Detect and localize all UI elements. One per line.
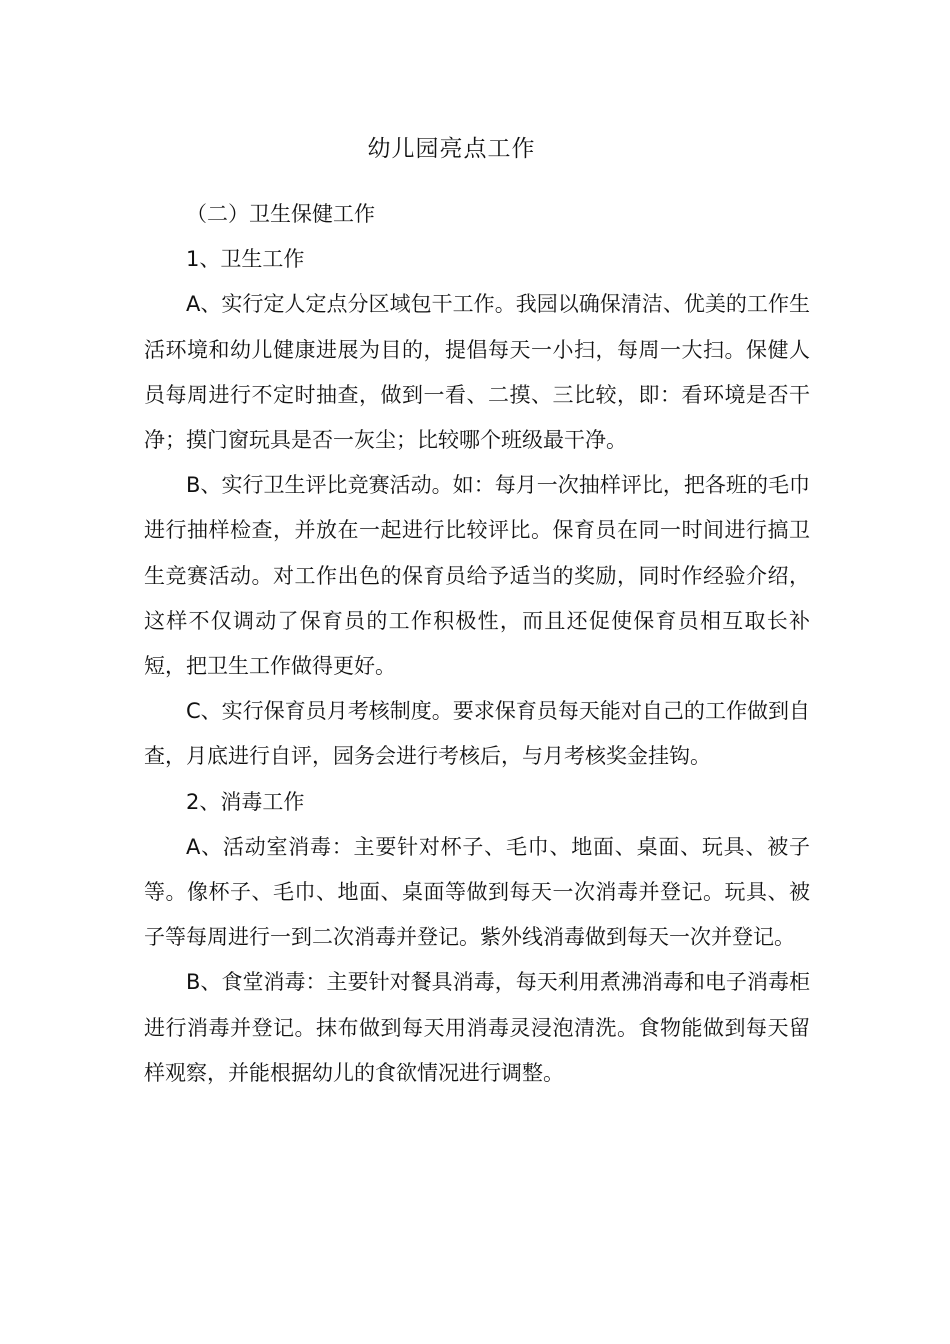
body-paragraph: B、实行卫生评比竞赛活动。如：每月一次抽样评比，把各班的毛巾进行抽样检查，并放在一起进行比较评比。保育员在同一时间进行搞卫生竞赛活动。对工作出色的保育员给予适当的奖励，同时作经验介绍，这样不仅调动了保育员的工作积极性，而且还促使保育员相互取长补短，把卫生工作做得更好。	[144, 473, 810, 679]
body-paragraph: C、实行保育员月考核制度。要求保育员每天能对自己的工作做到自查，月底进行自评，园务会进行考核后，与月考核奖金挂钩。	[144, 699, 810, 769]
document-body	[144, 192, 810, 1096]
body-paragraph: A、实行定人定点分区域包干工作。我园以确保清洁、优美的工作生活环境和幼儿健康进展为目的，提倡每天一小扫，每周一大扫。保健人员每周进行不定时抽查，做到一看、二摸、三比较，即：看环境是否干净；摸门窗玩具是否一灰尘；比较哪个班级最干净。	[144, 292, 810, 453]
body-paragraph: A、活动室消毒：主要针对杯子、毛巾、地面、桌面、玩具、被子等。像杯子、毛巾、地面、桌面等做到每天一次消毒并登记。玩具、被子等每周进行一到二次消毒并登记。紫外线消毒做到每天一次并登记。	[144, 834, 810, 950]
subsection-heading: 1、卫生工作	[186, 247, 305, 272]
section-heading: （二）卫生保健工作	[186, 202, 375, 226]
body-paragraph: B、食堂消毒：主要针对餐具消毒，每天利用煮沸消毒和电子消毒柜进行消毒并登记。抹布做到每天用消毒灵浸泡清洗。食物能做到每天留样观察，并能根据幼儿的食欲情况进行调整。	[144, 970, 810, 1085]
subsection-heading: 2、消毒工作	[186, 789, 305, 814]
document-title: 幼儿园亮点工作	[367, 136, 536, 162]
